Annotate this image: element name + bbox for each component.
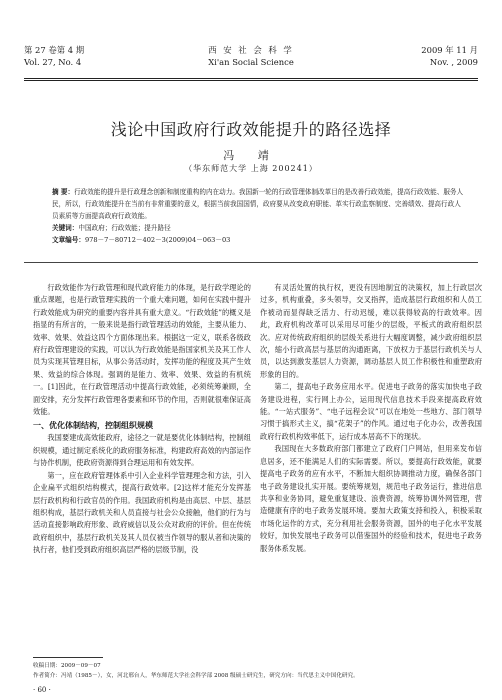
- issue-date-en: Nov. , 2009: [429, 57, 478, 67]
- issue-date-cn: 2009 年 11 月: [421, 45, 478, 55]
- body-paragraph: 行政效能作为行政管理和现代政府能力的体现，是行政学理论的重点课题，也是行政管理实践的一个重大难问题，如何在实践中提升行政效能成为研究的重要内容并具有重大意义。“行政效能”的概义是指显的有所言的，一般来说是指行政管理活动的效能，主要从能力、效率、效果、效益这四个方面体现出来。根据这一定义，联系各级政府行政管理建设的实践，可以认为行政效能是指国家机关及其工作人员为实现其管理目标，从事公务活动时，发挥功能的程度及其产生效果、效益的综合体现。强调的是能力、效率、效果、效益的有机统一。[1]因此，在行政管理活动中提高行政效能，必须统筹兼顾，全面安排，充分发挥行政管理各要素和环节的作用，否则就很难保证高效能。: [33, 283, 251, 417]
- volume-issue-en: Vol. 27, No. 4: [24, 57, 82, 67]
- header-right: [421, 44, 478, 68]
- header-center: [24, 44, 478, 68]
- header-rule-thick: [24, 78, 478, 79]
- author-affiliation: （华东师范大学 上海 200241）: [184, 164, 318, 173]
- keywords-text: 中国政府；行政效能；提升路径: [78, 224, 171, 232]
- body-paragraph: 我国现在大多数政府部门都建立了政府门户网站，但用来发布信息居多，还不能满足人们的实际需要。所以，要提高行政效能，就要提高电子政务的应有水平，不断加大组织协调推动力度，确保各部门电子政务建设扎实开展。要统筹规划，规范电子政务运行，推进信息共享和业务协同，避免重复建设、浪费资源，统筹协调外网管理，营造健康有序的电子政务发展环境。要加大政策支持和投入，积极采取市场化运作的方式，充分利用社会服务资源，国外的电子化水平发展较好，加快发展电子政务可以借鉴国外的经验和技术，促进电子政务服务体系发展。: [260, 444, 482, 553]
- body-paragraph: 我国要建成高效能政府，途径之一就是要优化体制结构，控制组织规模，通过制定系统化的政府服务标准，构建政府高效的内部运作与协作机制，使政府资源得到合理运用和有效发挥。: [33, 433, 251, 468]
- body-paragraph: 有灵活处置的执行权，更没有因地制宜的决策权，加上行政层次过多，机构重叠，多头领导，交叉指挥，造成基层行政组织和人员工作被动而显得缺乏活力、行动迟缓，难以获得较高的行政效率。因此，政府机构改革可以采用尽可能少的层级，平板式的政府组织层次。应对传统政府组织的层级关系进行大幅度调整，减少政府组织层次，缩小行政高层与基层的沟通距离，下放权力于基层行政机关与人员，以达到激发基层人力资源，调动基层人员工作积极性和重塑政府形象的目的。: [260, 283, 482, 379]
- footnote-rule: [33, 657, 103, 658]
- body-paragraph: 第二，提高电子政务应用水平。促进电子政务的落实加快电子政务建设进程，实行网上办公，运用现代信息技术手段来提高政府效能。“一站式服务”、“电子远程会议”可以在地处一些地方、部门领导习惯于搞形式主义，搞“花架子”的作风。通过电子化办公，改善我国政府行政机构效率低下，运行成本居高不下的现状。: [260, 382, 482, 441]
- article-id: [52, 234, 464, 246]
- body-paragraph: 第一，应在政府管理体系中引入企业科学管理理念和方法，引入企业扁平式组织结构模式，提高行政效率。[2]这样才能充分发挥基层行政机构和行政官员的作用。我国政府机构是由高层、中层、基层组织构成，基层行政机关和人员直接与社会公众接触，他们的行为与活动直接影响政府形象、政府威信以及公众对政府的评价。但在传统政府组织中，基层行政机关及其人员仅被当作领导的服从者和决策的执行者，他们受到政府组织高层严格的层级节制，没: [33, 470, 251, 555]
- article-id-label: 文章编号：: [52, 236, 85, 244]
- abstract-rule: [24, 262, 478, 263]
- header-rule-thin: [24, 80, 478, 81]
- author-name: 冯 靖: [223, 149, 279, 162]
- article-id-text: 978－7－80712－402－3(2009)04－063－03: [84, 236, 231, 244]
- body-column-right: [260, 282, 482, 555]
- abstract: [52, 186, 464, 222]
- footnote: [33, 661, 472, 681]
- keywords: [52, 222, 464, 234]
- abstract-label: 摘 要：: [52, 188, 75, 196]
- volume-issue-cn: 第 27 卷第 4 期: [24, 45, 85, 55]
- abstract-text: 行政效能的提升是行政理念创新和制度重构的内在动力。我国新一轮的行政管理体制改革目的是改善行政效能，提高行政效能、服务人民，所以，行政效能提升在当前有非常重要的意义，根据当前我国国情，政府要从改变政府职能、革实行政监察制度、完善绩效、提高行政人员素质等方面提高政府行政效能。: [52, 188, 464, 220]
- running-header: [24, 44, 478, 78]
- abstract-block: [52, 186, 464, 246]
- body-column-left: [33, 282, 251, 557]
- page-number: · 60 ·: [33, 686, 51, 694]
- section-heading: 一、优化体制结构，控制组织规模: [33, 420, 153, 431]
- received-date: 收稿日期：2009－09－07: [33, 663, 101, 669]
- journal-name-cn: 西 安 社 会 科 学: [208, 45, 294, 55]
- journal-name-en: Xi'an Social Science: [208, 57, 294, 67]
- keywords-label: 关键词：: [52, 224, 79, 232]
- article-title: 浅论中国政府行政效能提升的路径选择: [110, 120, 392, 139]
- author-bio: 作者简介：冯靖（1985－），女，河北邢台人，华东师范大学社会科学部 2008 级硕士研究生，研究方向：当代思主义中国化研究。: [33, 673, 359, 679]
